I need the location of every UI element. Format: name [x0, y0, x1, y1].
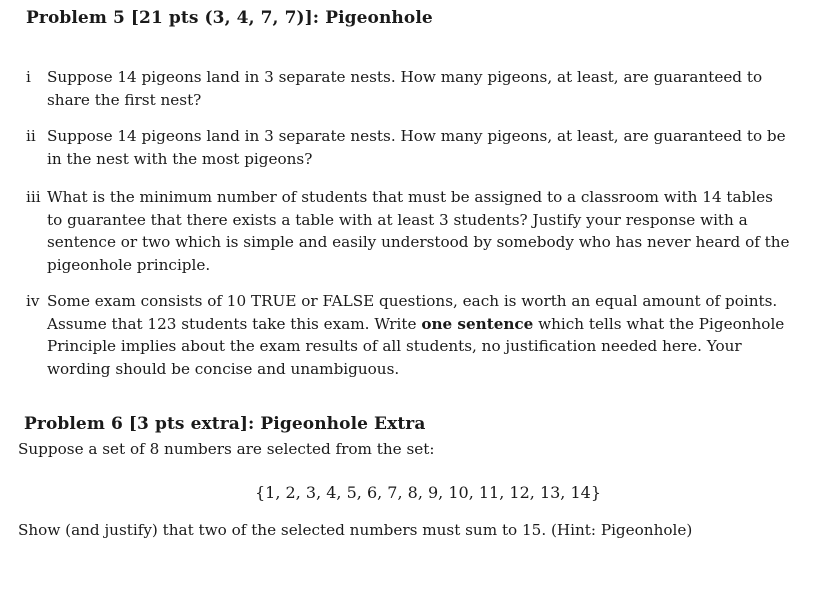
- item-marker: ii: [26, 127, 36, 145]
- item-line: Principle implies about the exam results of all students, no justification needed here. Your: [47, 337, 742, 355]
- problem-5-heading: Problem 5 [21 pts (3, 4, 7, 7)]: Pigeonhole: [26, 8, 433, 28]
- item-marker: i: [26, 68, 31, 86]
- problem-5-item-ii: [26, 125, 796, 170]
- item-line: Suppose 14 pigeons land in 3 separate nests. How many pigeons, at least, are guaranteed to be: [47, 127, 786, 145]
- item-text: Assume that 123 students take this exam. Write: [47, 314, 422, 333]
- problem-6-intro: Suppose a set of 8 numbers are selected from the set:: [18, 440, 435, 458]
- item-line: What is the minimum number of students that must be assigned to a classroom with 14 tables: [47, 188, 773, 206]
- item-line: sentence or two which is simple and easily understood by somebody who has never heard of the: [47, 233, 790, 251]
- problem-6-instruction: Show (and justify) that two of the selected numbers must sum to 15. (Hint: Pigeonhole): [18, 521, 693, 539]
- item-line: in the nest with the most pigeons?: [47, 149, 313, 168]
- item-line: Some exam consists of 10 TRUE or FALSE questions, each is worth an equal amount of points.: [47, 292, 778, 310]
- item-line: Suppose 14 pigeons land in 3 separate nests. How many pigeons, at least, are guaranteed to: [47, 68, 763, 86]
- problem-5-item-iii: [26, 186, 796, 276]
- item-marker: iv: [26, 292, 40, 310]
- item-marker: iii: [26, 188, 41, 206]
- item-line: pigeonhole principle.: [47, 255, 211, 274]
- item-line-with-emphasis: [26, 313, 796, 336]
- emphasis-text: one sentence: [421, 314, 534, 333]
- item-line: wording should be concise and unambiguous.: [47, 359, 400, 378]
- problem-5-item-iv: [26, 290, 796, 380]
- problem-5-item-i: [26, 66, 796, 111]
- item-line: to guarantee that there exists a table with at least 3 students? Justify your response with a: [47, 210, 748, 229]
- item-line: share the first nest?: [47, 90, 202, 109]
- problem-6-heading: Problem 6 [3 pts extra]: Pigeonhole Extra: [24, 414, 426, 434]
- problem-6-number-set: {1, 2, 3, 4, 5, 6, 7, 8, 9, 10, 11, 12, 13, 14}: [255, 483, 602, 502]
- item-text: which tells what the Pigeonhole: [533, 314, 785, 333]
